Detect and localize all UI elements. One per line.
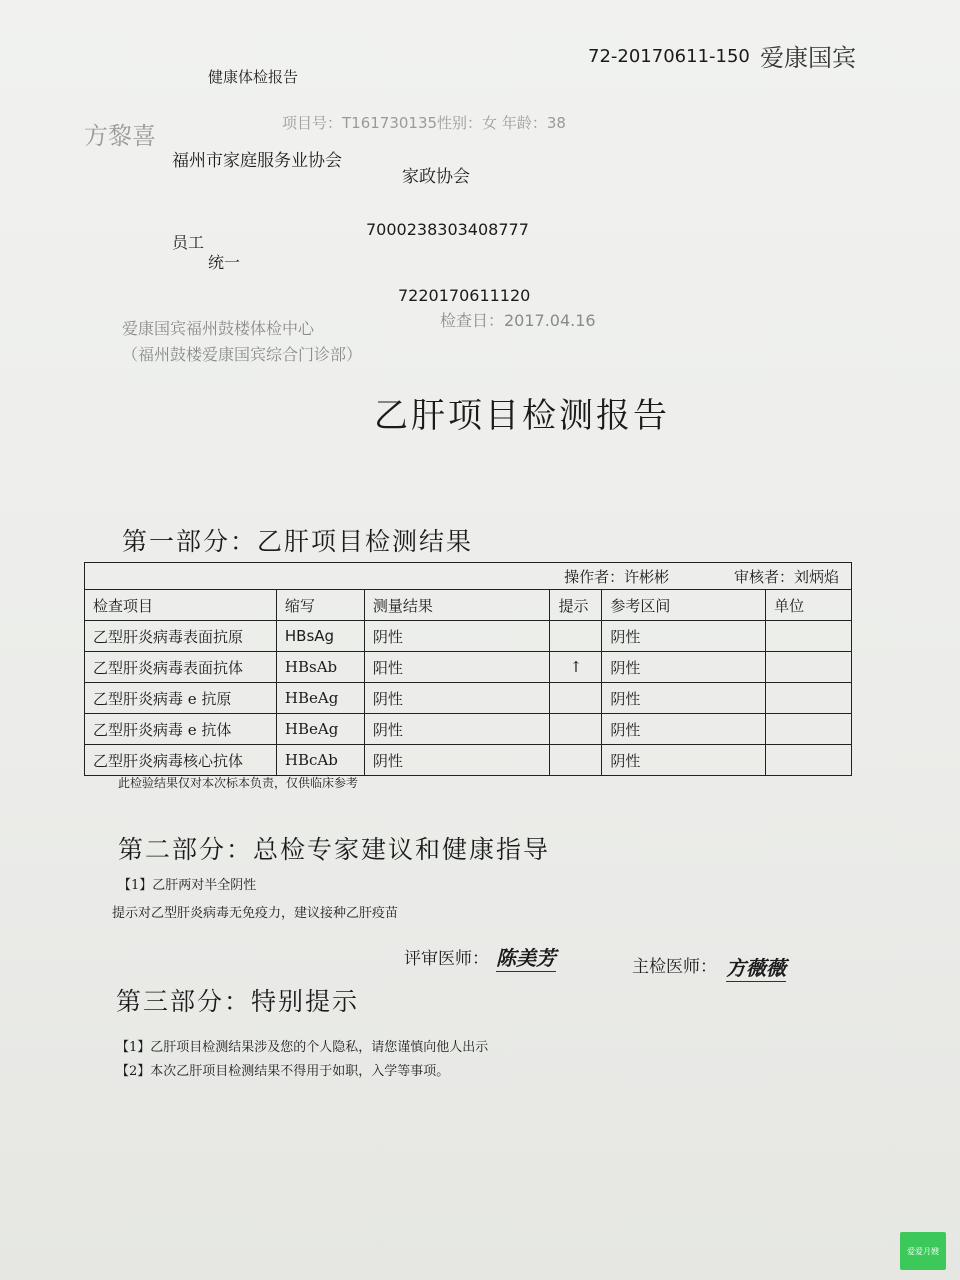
table-row bbox=[85, 652, 852, 683]
note-line-1: 【1】乙肝项目检测结果涉及您的个人隐私，请您谨慎向他人出示 bbox=[116, 1040, 489, 1055]
clinic-name: （福州鼓楼爱康国宾综合门诊部） bbox=[122, 345, 363, 364]
operator-cell bbox=[85, 563, 852, 590]
cell-result: 阳性 bbox=[364, 652, 550, 683]
cell-unit bbox=[766, 652, 852, 683]
cell-ref: 阴性 bbox=[602, 745, 766, 776]
cell-hint bbox=[550, 621, 602, 652]
table-row bbox=[85, 683, 852, 714]
suggestion-line-1: 【1】乙肝两对半全阴性 bbox=[118, 878, 257, 893]
operator-label: 操作者： bbox=[564, 567, 625, 586]
association-name: 福州市家庭服务业协会 bbox=[172, 151, 342, 171]
cell-ref: 阴性 bbox=[602, 683, 766, 714]
brand-name: 爱康国宾 bbox=[760, 44, 856, 72]
col-header-abbr: 缩写 bbox=[276, 590, 364, 621]
table-row bbox=[85, 621, 852, 652]
col-header-result: 测量结果 bbox=[364, 590, 550, 621]
table-reviewer-name: 刘炳焰 bbox=[793, 567, 839, 586]
project-line: 项目号：T161730135性别：女 年龄：38 bbox=[282, 114, 566, 132]
results-table bbox=[84, 562, 852, 776]
suggestion-line-2: 提示对乙型肝炎病毒无免疫力，建议接种乙肝疫苗 bbox=[112, 906, 399, 921]
cell-hint bbox=[550, 683, 602, 714]
reviewer-label: 评审医师： bbox=[404, 949, 489, 969]
table-reviewer-label: 审核者： bbox=[733, 567, 794, 586]
cell-unit bbox=[766, 714, 852, 745]
patient-name: 方黎喜 bbox=[84, 122, 156, 150]
exam-center: 爱康国宾福州鼓楼体检中心 bbox=[122, 319, 315, 338]
table-row bbox=[85, 745, 852, 776]
watermark-badge: 爱爱月嫂 bbox=[900, 1232, 946, 1270]
cell-ref: 阴性 bbox=[602, 621, 766, 652]
cell-result: 阴性 bbox=[364, 621, 550, 652]
table-disclaimer: 此检验结果仅对本次标本负责，仅供临床参考 bbox=[118, 776, 359, 790]
cell-hint bbox=[550, 714, 602, 745]
cell-result: 阴性 bbox=[364, 714, 550, 745]
section1-heading: 第一部分：乙肝项目检测结果 bbox=[122, 527, 474, 556]
check-date: 检查日：2017.04.16 bbox=[440, 311, 596, 330]
cell-item: 乙型肝炎病毒 e 抗体 bbox=[85, 714, 277, 745]
cell-abbr: HBeAg bbox=[276, 683, 364, 714]
section2-heading: 第二部分：总检专家建议和健康指导 bbox=[118, 835, 551, 864]
cell-item: 乙型肝炎病毒表面抗体 bbox=[85, 652, 277, 683]
cell-ref: 阴性 bbox=[602, 652, 766, 683]
cell-unit bbox=[766, 683, 852, 714]
cell-unit bbox=[766, 621, 852, 652]
cell-item: 乙型肝炎病毒 e 抗原 bbox=[85, 683, 277, 714]
number-1: 7000238303408777 bbox=[366, 220, 529, 239]
cell-result: 阴性 bbox=[364, 683, 550, 714]
page-title: 乙肝项目检测报告 bbox=[374, 396, 670, 436]
section3-heading: 第三部分：特别提示 bbox=[116, 987, 360, 1016]
cell-result: 阴性 bbox=[364, 745, 550, 776]
reviewer-signature: 陈美芳 bbox=[496, 942, 556, 972]
cell-abbr: HBeAg bbox=[276, 714, 364, 745]
unify-label: 统一 bbox=[208, 253, 241, 272]
table-row bbox=[85, 714, 852, 745]
operator-row bbox=[85, 563, 852, 590]
chief-signature: 方薇薇 bbox=[726, 952, 786, 982]
cell-abbr: HBsAg bbox=[276, 621, 364, 652]
report-number: 72-20170611-150 bbox=[588, 46, 750, 67]
table-header-row bbox=[85, 590, 852, 621]
staff-label: 员工 bbox=[172, 233, 205, 252]
cell-item: 乙型肝炎病毒核心抗体 bbox=[85, 745, 277, 776]
note-line-2: 【2】本次乙肝项目检测结果不得用于如职，入学等事项。 bbox=[116, 1064, 450, 1079]
up-arrow-icon: ↑ bbox=[550, 652, 602, 683]
col-header-hint: 提示 bbox=[550, 590, 602, 621]
number-2: 7220170611120 bbox=[398, 286, 531, 305]
cell-abbr: HBsAb bbox=[276, 652, 364, 683]
operator-name: 许彬彬 bbox=[624, 567, 670, 586]
association-short: 家政协会 bbox=[402, 167, 470, 187]
cell-item: 乙型肝炎病毒表面抗原 bbox=[85, 621, 277, 652]
cell-abbr: HBcAb bbox=[276, 745, 364, 776]
col-header-ref: 参考区间 bbox=[602, 590, 766, 621]
col-header-item: 检查项目 bbox=[85, 590, 277, 621]
col-header-unit: 单位 bbox=[766, 590, 852, 621]
cell-hint bbox=[550, 745, 602, 776]
cell-ref: 阴性 bbox=[602, 714, 766, 745]
chief-label: 主检医师： bbox=[632, 957, 717, 977]
cell-unit bbox=[766, 745, 852, 776]
doc-label: 健康体检报告 bbox=[208, 68, 299, 86]
